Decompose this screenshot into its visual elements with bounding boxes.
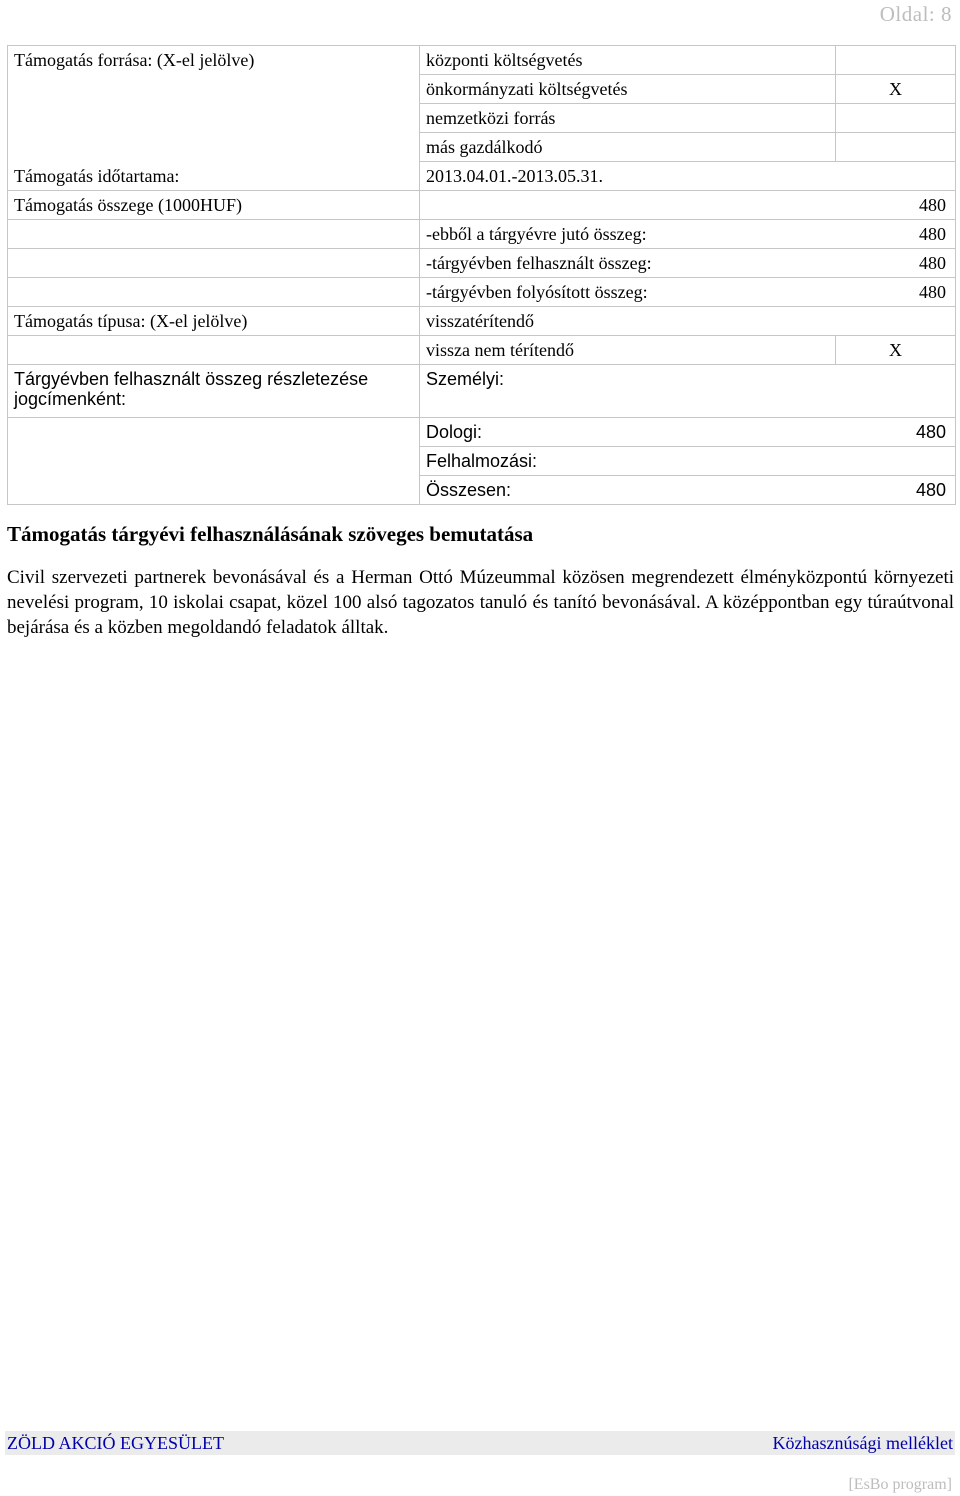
row-value: [836, 447, 956, 476]
row-mark: [836, 46, 956, 75]
row-item: -ebből a tárgyévre jutó összeg:: [420, 220, 836, 249]
row-item: Személyi:: [420, 365, 836, 418]
row-label: Tárgyévben felhasznált összeg részletezése jogcímenként:: [8, 365, 420, 418]
row-label: [8, 447, 420, 476]
page-footer: [5, 1431, 955, 1455]
table-row: [8, 278, 956, 307]
row-value: 480: [836, 476, 956, 505]
table-row: [8, 133, 956, 162]
table-row: [8, 307, 956, 336]
row-item: Összesen:: [420, 476, 836, 505]
row-mark: [836, 104, 956, 133]
row-value: 480: [836, 249, 956, 278]
row-item: más gazdálkodó: [420, 133, 836, 162]
row-mark: [836, 133, 956, 162]
row-item: Dologi:: [420, 418, 836, 447]
footer-organization: ZÖLD AKCIÓ EGYESÜLET: [7, 1432, 224, 1453]
row-label: Támogatás forrása: (X-el jelölve): [8, 46, 420, 75]
row-value: 480: [836, 418, 956, 447]
page-number: Oldal: 8: [879, 2, 952, 26]
row-value: 480: [420, 191, 956, 220]
row-label: Támogatás időtartama:: [8, 162, 420, 191]
program-tag: [EsBo program]: [848, 1476, 952, 1493]
row-item: 2013.04.01.-2013.05.31.: [420, 162, 956, 191]
table-row: [8, 418, 956, 447]
row-label: [8, 75, 420, 104]
row-mark: X: [836, 75, 956, 104]
row-label: [8, 476, 420, 505]
section-heading: Támogatás tárgyévi felhasználásának szöveges bemutatása: [7, 522, 534, 546]
table-row: [8, 365, 956, 418]
row-label: Támogatás összege (1000HUF): [8, 191, 420, 220]
row-item: vissza nem térítendő: [420, 336, 836, 365]
row-label: [8, 104, 420, 133]
row-label: [8, 133, 420, 162]
table-row: [8, 220, 956, 249]
row-mark: X: [836, 336, 956, 365]
row-item: -tárgyévben felhasznált összeg:: [420, 249, 836, 278]
row-item: nemzetközi forrás: [420, 104, 836, 133]
row-item: visszatérítendő: [420, 307, 836, 336]
table-row: [8, 249, 956, 278]
footer-section: Közhasznúsági melléklet: [772, 1432, 953, 1453]
row-label: [8, 220, 420, 249]
row-item: Felhalmozási:: [420, 447, 836, 476]
table-row: [8, 46, 956, 75]
table-row: [8, 336, 956, 365]
row-label: [8, 278, 420, 307]
row-item: központi költségvetés: [420, 46, 836, 75]
row-label: [8, 249, 420, 278]
row-item: önkormányzati költségvetés: [420, 75, 836, 104]
table-row: [8, 191, 956, 220]
table-row: [8, 162, 956, 191]
table-row: [8, 75, 956, 104]
grant-details-table: [7, 45, 956, 505]
row-label: [8, 336, 420, 365]
table-row: [8, 476, 956, 505]
table-row: [8, 104, 956, 133]
table-row: [8, 447, 956, 476]
row-value: 480: [836, 278, 956, 307]
row-label: [8, 418, 420, 447]
row-mark: [836, 307, 956, 336]
row-item: -tárgyévben folyósított összeg:: [420, 278, 836, 307]
row-value: [836, 365, 956, 418]
usage-description: Civil szervezeti partnerek bevonásával és a Herman Ottó Múzeummal közösen megrendezett élményközpontú környezeti nevelési program, 10 iskolai csapat, közel 100 alsó tagozatos tanuló és tanító bevonásával. A középpontban egy túraútvonal bejárása és a közben megoldandó feladatok álltak.: [7, 567, 954, 638]
row-label: Támogatás típusa: (X-el jelölve): [8, 307, 420, 336]
row-value: 480: [836, 220, 956, 249]
